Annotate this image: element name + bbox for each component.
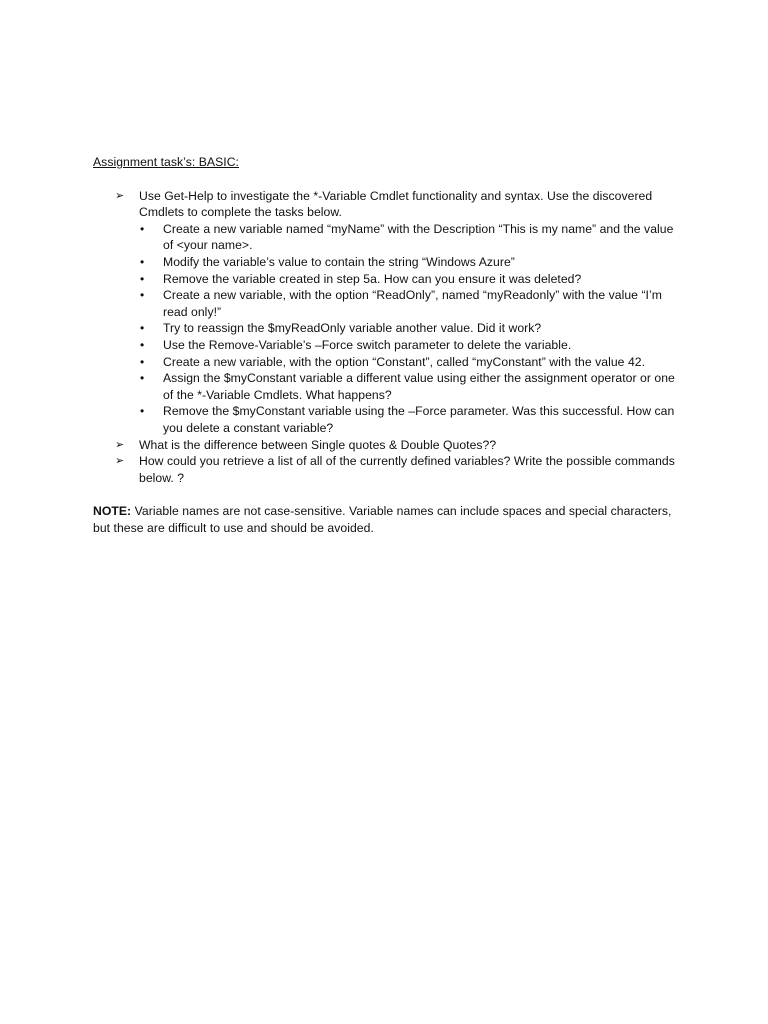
subtask-list xyxy=(139,221,683,437)
note-paragraph xyxy=(93,503,683,536)
note-text: Variable names are not case-sensitive. Variable names can include spaces and special characters, but these are difficult to use and should be avoided. xyxy=(93,504,672,535)
subtask-text: Create a new variable named “myName” with the Description “This is my name” and the value of <your name>. xyxy=(163,221,674,253)
subtask-text: Create a new variable, with the option “Constant”, called “myConstant” with the value 42. xyxy=(163,354,646,369)
subtask-text: Modify the variable’s value to contain the string “Windows Azure” xyxy=(163,254,515,269)
task-item-quotes xyxy=(93,437,683,454)
task-text: Use Get-Help to investigate the *-Variable Cmdlet functionality and syntax. Use the discovered Cmdlets to complete the tasks below. xyxy=(139,188,653,220)
note-label: NOTE: xyxy=(93,504,132,519)
arrow-bullet-icon: ➢ xyxy=(115,438,125,451)
bullet-icon: • xyxy=(140,321,145,336)
bullet-icon: • xyxy=(140,288,145,303)
subtask-item xyxy=(139,370,683,403)
subtask-item xyxy=(139,354,683,371)
bullet-icon: • xyxy=(140,354,145,369)
subtask-item xyxy=(139,287,683,320)
bullet-icon: • xyxy=(140,221,145,236)
subtask-text: Remove the variable created in step 5a. How can you ensure it was deleted? xyxy=(163,271,582,286)
subtask-text: Assign the $myConstant variable a different value using either the assignment operator or one of the *-Variable Cmdlets. What happens? xyxy=(163,371,675,402)
task-text: What is the difference between Single quotes & Double Quotes?? xyxy=(139,437,497,452)
bullet-icon: • xyxy=(140,271,145,286)
subtask-item xyxy=(139,403,683,436)
subtask-text: Use the Remove-Variable’s –Force switch parameter to delete the variable. xyxy=(163,337,572,352)
bullet-icon: • xyxy=(140,404,145,419)
subtask-item xyxy=(139,254,683,271)
subtask-text: Remove the $myConstant variable using the –Force parameter. Was this successful. How can you delete a constant variable? xyxy=(163,404,675,435)
subtask-item xyxy=(139,221,683,254)
subtask-item xyxy=(139,320,683,337)
task-list xyxy=(93,188,683,487)
bullet-icon: • xyxy=(140,254,145,269)
subtask-text: Create a new variable, with the option “ReadOnly”, named “myReadonly” with the value “I’m read only!” xyxy=(163,288,662,319)
assignment-heading: Assignment task’s: BASIC: xyxy=(93,155,239,169)
subtask-item xyxy=(139,271,683,288)
task-text: How could you retrieve a list of all of the currently defined variables? Write the possible commands below. ? xyxy=(139,454,675,485)
bullet-icon: • xyxy=(140,371,145,386)
arrow-bullet-icon: ➢ xyxy=(115,189,125,202)
subtask-text: Try to reassign the $myReadOnly variable another value. Did it work? xyxy=(163,321,542,336)
bullet-icon: • xyxy=(140,337,145,352)
subtask-item xyxy=(139,337,683,354)
task-item-list-variables xyxy=(93,453,683,486)
arrow-bullet-icon: ➢ xyxy=(115,455,125,468)
document-content xyxy=(93,154,683,536)
task-item-getting-help xyxy=(93,188,683,437)
